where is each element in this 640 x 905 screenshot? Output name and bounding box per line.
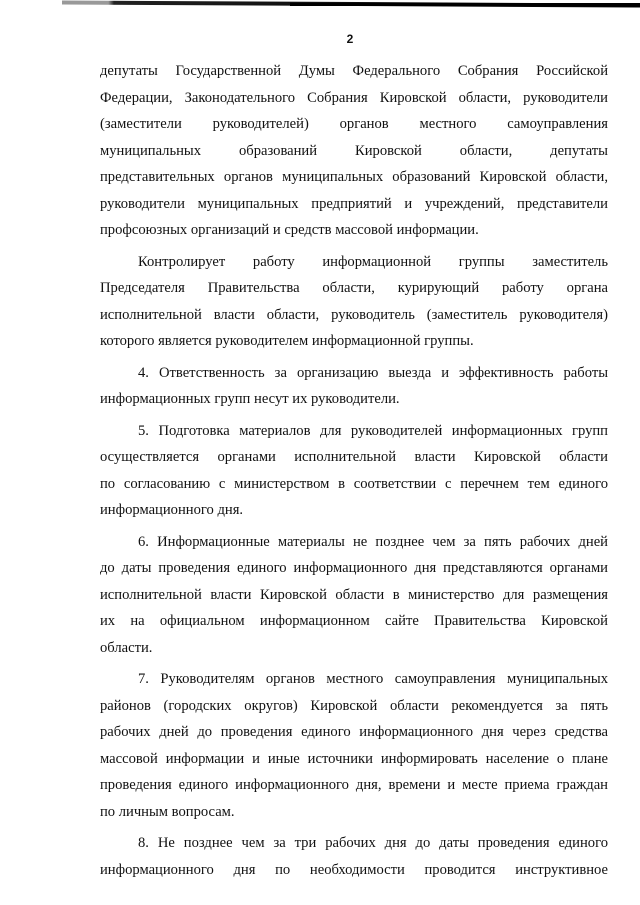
page-number: 2 — [346, 32, 354, 46]
document-body — [100, 58, 608, 883]
text-line: представительных органов муниципальных образований Кировской области, — [100, 169, 608, 185]
text-line: их на официальном информационном сайте Правительства Кировской — [100, 613, 608, 629]
text-line: области. — [100, 639, 153, 656]
text-line: Контролирует работу информационной группы заместитель — [138, 253, 608, 270]
text-line: исполнительной власти области, руководитель (заместитель руководителя) — [100, 306, 608, 323]
text-line: 7. Руководителям органов местного самоуправления муниципальных — [138, 671, 608, 687]
text-line: рабочих дней до проведения единого информационного дня через средства — [100, 724, 608, 740]
text-line: информационных групп несут их руководители. — [100, 391, 400, 407]
text-line: 5. Подготовка материалов для руководителей информационных групп — [138, 422, 608, 439]
text-line: осуществляется органами исполнительной власти Кировской области — [100, 449, 608, 465]
text-line: муниципальных образований Кировской области, депутаты — [100, 142, 608, 159]
text-line: депутаты Государственной Думы Федерального Собрания Российской — [100, 63, 608, 79]
text-line: информационного дня. — [100, 502, 244, 518]
text-line: Федерации, Законодательного Собрания Кировской области, руководители — [100, 89, 608, 106]
text-line: массовой информации и иные источники информировать население о плане — [100, 750, 608, 767]
text-line: по личным вопросам. — [100, 803, 235, 820]
paragraph-item-4 — [100, 360, 608, 413]
text-line: 6. Информационные материалы не позднее чем за пять рабочих дней — [138, 533, 608, 550]
text-line: (заместители руководителей) органов местного самоуправления — [100, 116, 608, 132]
paragraph-item-5 — [100, 418, 608, 524]
paragraph-item-8 — [100, 830, 608, 883]
paragraph-continuation-participants — [100, 58, 608, 244]
text-line: районов (городских округов) Кировской области рекомендуется за пять — [100, 697, 608, 714]
text-line: до даты проведения единого информационного дня представляются органами — [100, 560, 608, 576]
text-line: проведения единого информационного дня, времени и месте приема граждан — [100, 777, 608, 793]
text-line: 4. Ответственность за организацию выезда и эффективность работы — [138, 364, 608, 381]
text-line: руководители муниципальных предприятий и учреждений, представители — [100, 195, 608, 212]
text-line: по согласованию с министерством в соответствии с перечнем тем единого — [100, 475, 608, 492]
text-line: которого является руководителем информационной группы. — [100, 333, 474, 349]
text-line: 8. Не позднее чем за три рабочих дня до даты проведения единого — [138, 835, 608, 851]
paragraph-control — [100, 249, 608, 355]
scan-artifact-line — [290, 3, 640, 6]
text-line: профсоюзных организаций и средств массовой информации. — [100, 222, 479, 238]
text-line: информационного дня по необходимости проводится инструктивное — [100, 861, 608, 878]
text-line: Председателя Правительства области, курирующий работу органа — [100, 280, 608, 296]
paragraph-item-6 — [100, 529, 608, 662]
paragraph-item-7 — [100, 666, 608, 825]
text-line: исполнительной власти Кировской области в министерство для размещения — [100, 586, 608, 603]
